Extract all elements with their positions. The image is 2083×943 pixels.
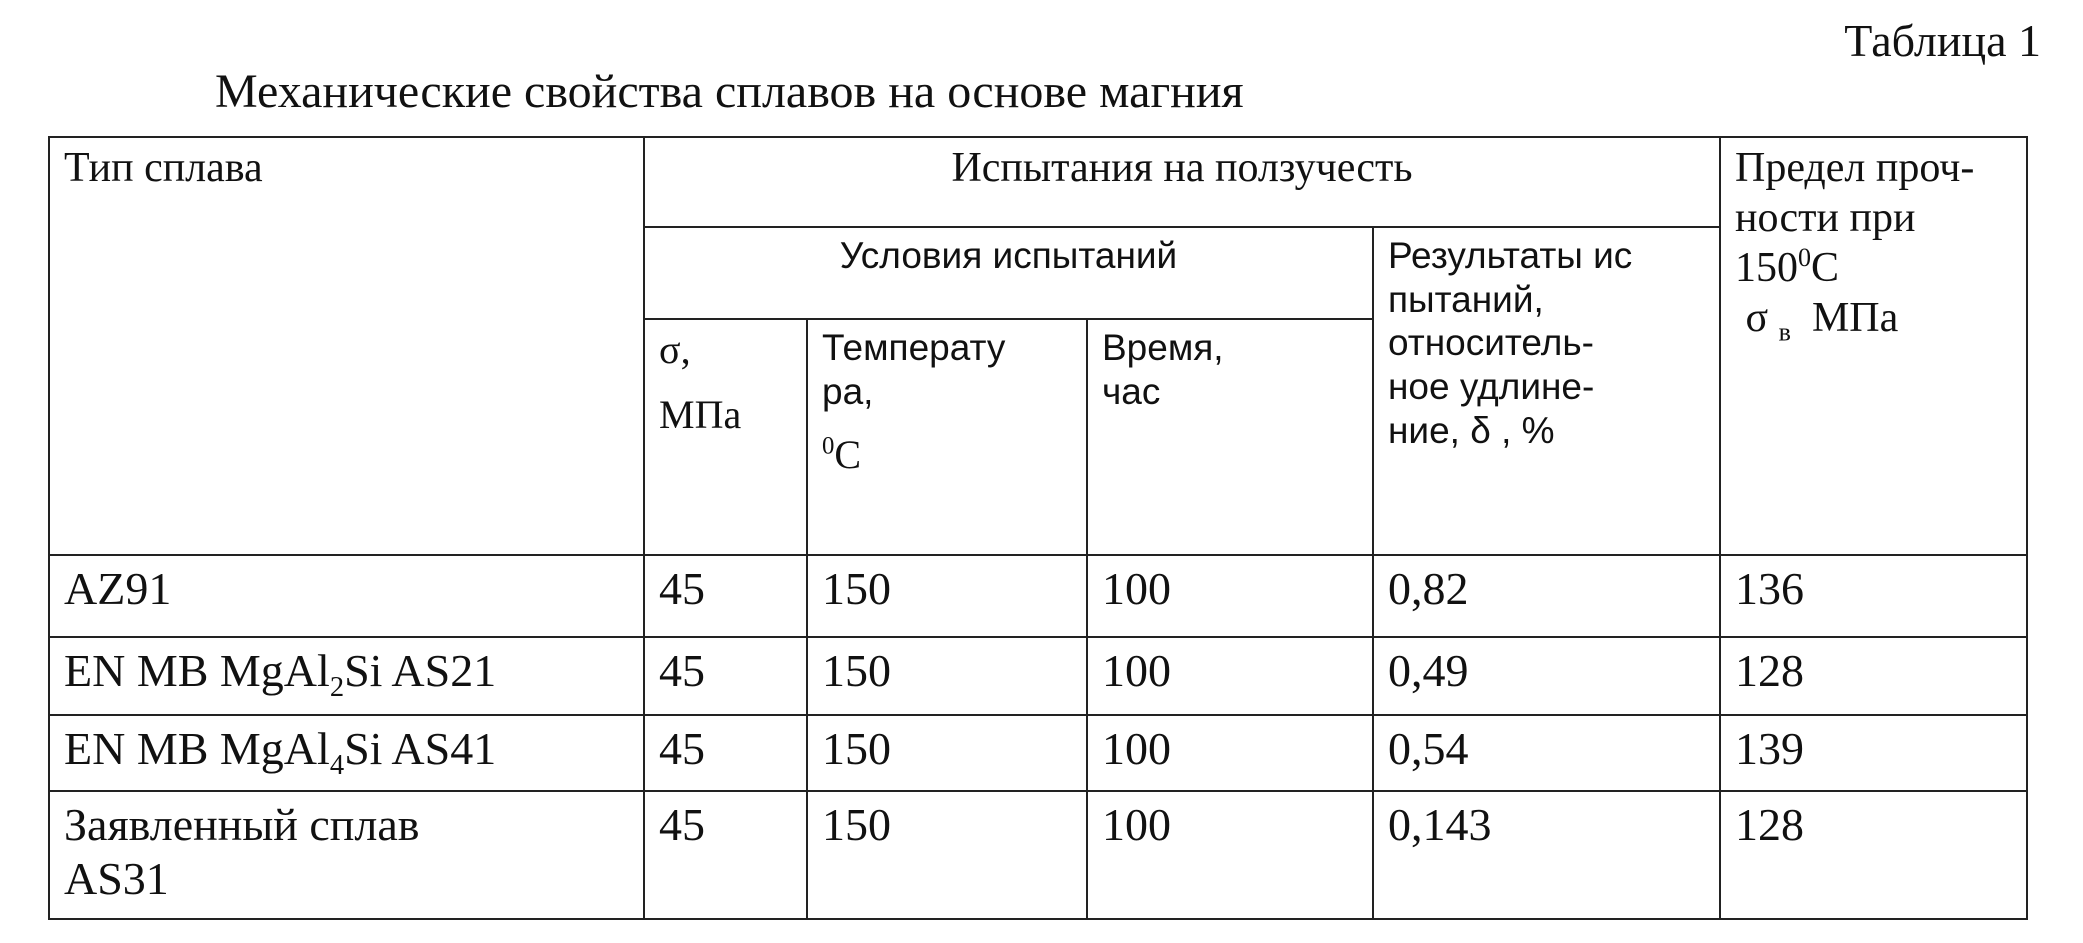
sigma-value: 45 — [644, 555, 807, 637]
table-row — [49, 637, 2027, 715]
strength-value: 136 — [1720, 555, 2027, 637]
elongation-value: 0,143 — [1373, 791, 1720, 919]
table-number: Таблица 1 — [1844, 15, 2041, 66]
alloy-name: EN MB MgAl$_2$Si AS21 — [49, 637, 644, 715]
elongation-value: 0,49 — [1373, 637, 1720, 715]
sigma-value: 45 — [644, 637, 807, 715]
time-value: 100 — [1087, 791, 1373, 919]
temperature-value: 150 — [807, 715, 1087, 791]
header-temperature-line: Температу — [822, 327, 1006, 368]
header-results-line: Результаты ис — [1388, 235, 1633, 276]
alloy-name: Заявленный сплав AS31 — [49, 791, 644, 919]
temperature-value: 150 — [807, 791, 1087, 919]
temperature-value: 150 — [807, 637, 1087, 715]
strength-value: 128 — [1720, 637, 2027, 715]
properties-table — [48, 136, 2028, 920]
alloy-name: AZ91 — [49, 555, 644, 637]
time-value: 100 — [1087, 637, 1373, 715]
header-test-results — [1373, 227, 1720, 555]
sigma-value: 45 — [644, 791, 807, 919]
header-strength — [1720, 137, 2027, 555]
header-strength-line: Предел проч- — [1735, 145, 1975, 191]
header-temperature-unit: $^0$C — [822, 432, 862, 478]
header-results-line: ное удлине- — [1388, 365, 1595, 407]
header-time — [1087, 319, 1373, 555]
header-results-line: пытаний, — [1388, 278, 1544, 320]
header-time-line: Время, — [1102, 327, 1224, 368]
temperature-value: 150 — [807, 555, 1087, 637]
header-alloy-type: Тип сплава — [49, 137, 644, 555]
sigma-value: 45 — [644, 715, 807, 791]
header-sigma — [644, 319, 807, 555]
time-value: 100 — [1087, 555, 1373, 637]
header-creep-tests: Испытания на ползучесть — [644, 137, 1720, 227]
elongation-value: 0,82 — [1373, 555, 1720, 637]
table-caption: Механические свойства сплавов на основе магния — [215, 65, 1244, 118]
table-row — [49, 555, 2027, 637]
header-temperature — [807, 319, 1087, 555]
table-row — [49, 791, 2027, 919]
header-temperature-line: ра, — [822, 370, 874, 412]
header-strength-unit: σ $_в$ МПа — [1745, 294, 1899, 347]
header-sigma-symbol: σ, — [659, 327, 691, 372]
header-time-line: час — [1102, 370, 1161, 412]
header-results-line: ние, δ , % — [1388, 409, 1555, 451]
header-strength-line: ности при — [1735, 194, 1916, 241]
elongation-value: 0,54 — [1373, 715, 1720, 791]
alloy-name: EN MB MgAl$_4$Si AS41 — [49, 715, 644, 791]
header-sigma-unit: МПа — [659, 392, 742, 438]
header-test-conditions: Условия испытаний — [644, 227, 1373, 319]
time-value: 100 — [1087, 715, 1373, 791]
strength-value: 128 — [1720, 791, 2027, 919]
header-results-line: относитель- — [1388, 322, 1594, 364]
header-row-1 — [49, 137, 2027, 227]
header-strength-temp: $150^0C$ — [1735, 243, 1840, 292]
strength-value: 139 — [1720, 715, 2027, 791]
table-row — [49, 715, 2027, 791]
